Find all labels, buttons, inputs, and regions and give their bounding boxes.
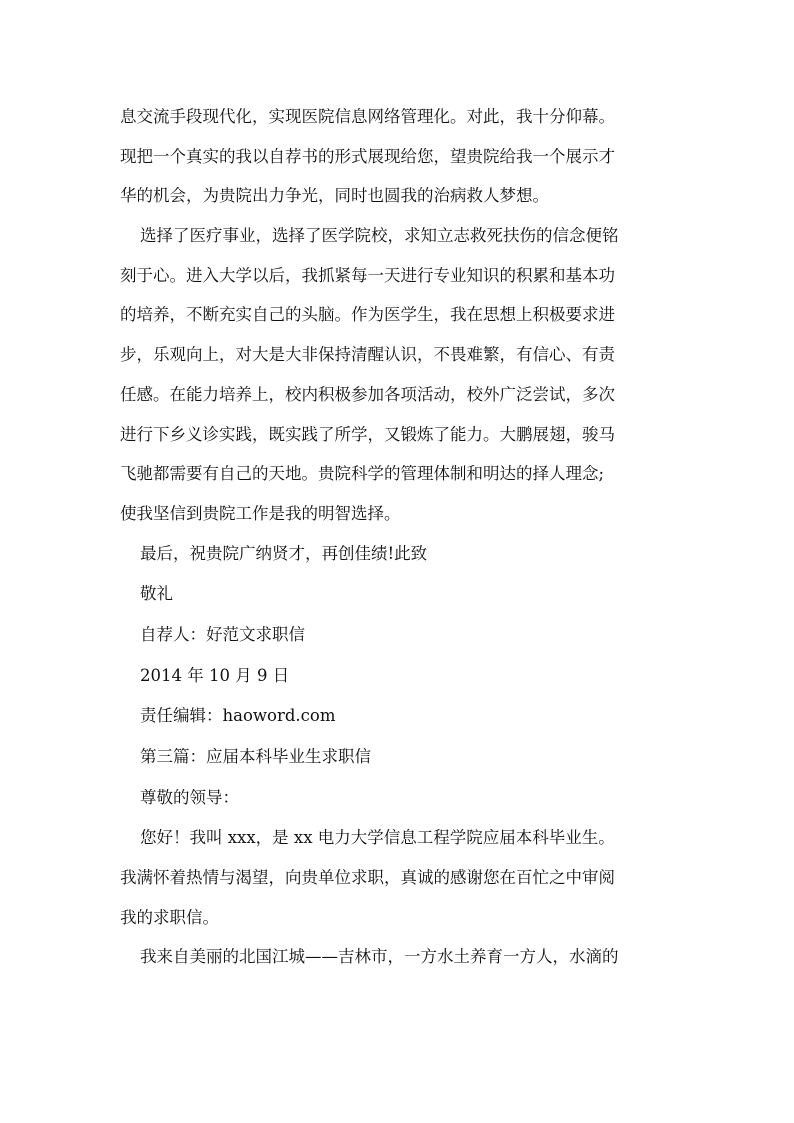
editor-line: 责任编辑：haoword.com xyxy=(140,706,336,726)
text-line: 我满怀着热情与渴望，向贵单位求职，真诚的感谢您在百忙之中审阅 xyxy=(120,868,615,888)
greeting-line: 尊敬的领导： xyxy=(140,787,239,807)
text-line: 我来自美丽的北国江城——吉林市，一方水土养育一方人，水滴的 xyxy=(140,947,619,967)
text-line: 步，乐观向上，对大是大非保持清醒认识，不畏难繁，有信心、有责 xyxy=(120,345,615,365)
text-line: 飞驰都需要有自己的天地。贵院科学的管理体制和明达的择人理念; xyxy=(120,464,605,484)
salute-line: 敬礼 xyxy=(140,584,173,604)
text-line: 我的求职信。 xyxy=(120,907,219,927)
text-line: 的培养，不断充实自己的头脑。作为医学生，我在思想上积极要求进 xyxy=(120,305,615,325)
section-title: 第三篇：应届本科毕业生求职信 xyxy=(140,747,371,766)
text-line: 刻于心。进入大学以后，我抓紧每一天进行专业知识的积累和基本功 xyxy=(120,265,615,285)
text-line: 使我坚信到贵院工作是我的明智选择。 xyxy=(120,503,401,523)
text-line: 任感。在能力培养上，校内积极参加各项活动，校外广泛尝试，多次 xyxy=(120,384,615,404)
text-line: 选择了医疗事业，选择了医学院校，求知立志救死扶伤的信念便铭 xyxy=(140,226,619,246)
document-body xyxy=(120,97,680,977)
date-line: 2014 年 10 月 9 日 xyxy=(140,665,290,685)
closing-line: 最后，祝贵院广纳贤才，再创佳绩!此致 xyxy=(140,543,428,563)
signer-line: 自荐人：好范文求职信 xyxy=(140,624,305,644)
text-line: 现把一个真实的我以自荐书的形式展现给您，望贵院给我一个展示才 xyxy=(120,146,615,166)
text-line: 华的机会，为贵院出力争光，同时也圆我的治病救人梦想。 xyxy=(120,186,549,206)
text-line: 息交流手段现代化，实现医院信息网络管理化。对此，我十分仰幕。 xyxy=(120,107,615,126)
text-line: 您好！我叫 xxx，是 xx 电力大学信息工程学院应届本科毕业生。 xyxy=(140,828,615,848)
text-line: 进行下乡义诊实践，既实践了所学，又锻炼了能力。大鹏展翅，骏马 xyxy=(120,424,615,444)
